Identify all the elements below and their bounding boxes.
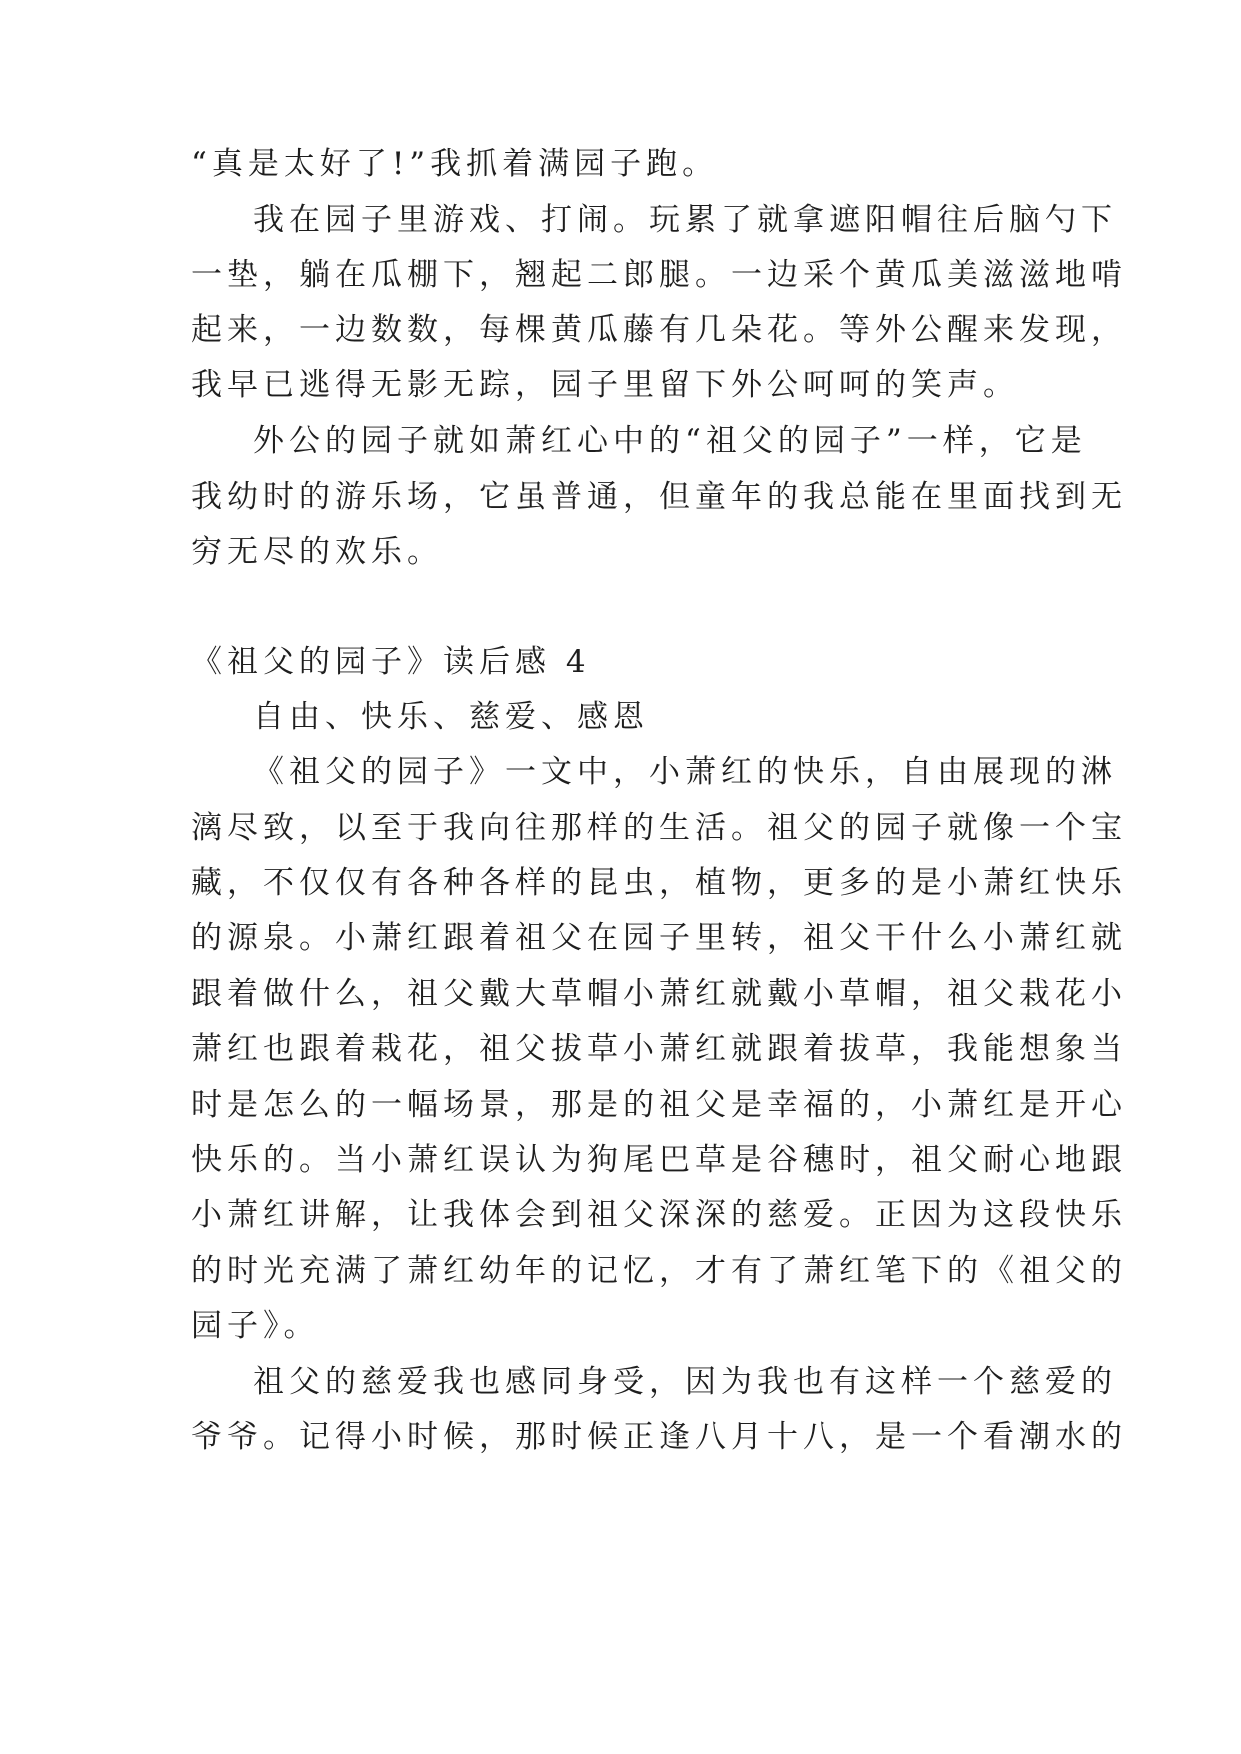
paragraph-line: 一垫，躺在瓜棚下，翘起二郎腿。一边采个黄瓜美滋滋地啃 — [191, 257, 1127, 293]
paragraph-line: 的时光充满了萧红幼年的记忆，才有了萧红笔下的《祖父的 — [191, 1253, 1127, 1289]
paragraph-line: 我在园子里游戏、打闹。玩累了就拿遮阳帽往后脑勺下 — [253, 202, 1117, 238]
paragraph-line: 小萧红讲解，让我体会到祖父深深的慈爱。正因为这段快乐 — [191, 1197, 1127, 1233]
paragraph-line: 快乐的。当小萧红误认为狗尾巴草是谷穗时，祖父耐心地跟 — [191, 1142, 1127, 1178]
paragraph-line: 跟着做什么，祖父戴大草帽小萧红就戴小草帽，祖父栽花小 — [191, 976, 1127, 1012]
paragraph-line: 时是怎么的一幅场景，那是的祖父是幸福的，小萧红是开心 — [191, 1087, 1127, 1123]
section-subtitle: 自由、快乐、慈爱、感恩 — [253, 699, 649, 735]
paragraph-line: 穷无尽的欢乐。 — [191, 534, 443, 570]
paragraph-line: 起来，一边数数，每棵黄瓜藤有几朵花。等外公醒来发现， — [191, 312, 1127, 348]
paragraph-line: 《祖父的园子》一文中，小萧红的快乐，自由展现的淋 — [253, 754, 1117, 790]
paragraph-line: 园子》。 — [191, 1308, 320, 1344]
paragraph-line: 祖父的慈爱我也感同身受，因为我也有这样一个慈爱的 — [253, 1364, 1117, 1400]
paragraph-line: 爷爷。记得小时候，那时候正逢八月十八，是一个看潮水的 — [191, 1419, 1127, 1455]
paragraph-line: 萧红也跟着栽花，祖父拔草小萧红就跟着拔草，我能想象当 — [191, 1031, 1127, 1067]
paragraph-line: “真是太好了!”我抓着满园子跑。 — [191, 146, 719, 182]
paragraph-line: 外公的园子就如萧红心中的“祖父的园子”一样，它是 — [253, 423, 1087, 459]
paragraph-line: 我幼时的游乐场，它虽普通，但童年的我总能在里面找到无 — [191, 479, 1127, 515]
paragraph-line: 我早已逃得无影无踪，园子里留下外公呵呵的笑声。 — [191, 367, 1019, 403]
paragraph-line: 藏，不仅仅有各种各样的昆虫，植物，更多的是小萧红快乐 — [191, 865, 1127, 901]
section-title: 《祖父的园子》读后感 4 — [191, 644, 591, 680]
paragraph-line: 漓尽致，以至于我向往那样的生活。祖父的园子就像一个宝 — [191, 810, 1127, 846]
paragraph-line: 的源泉。小萧红跟着祖父在园子里转，祖父干什么小萧红就 — [191, 920, 1127, 956]
